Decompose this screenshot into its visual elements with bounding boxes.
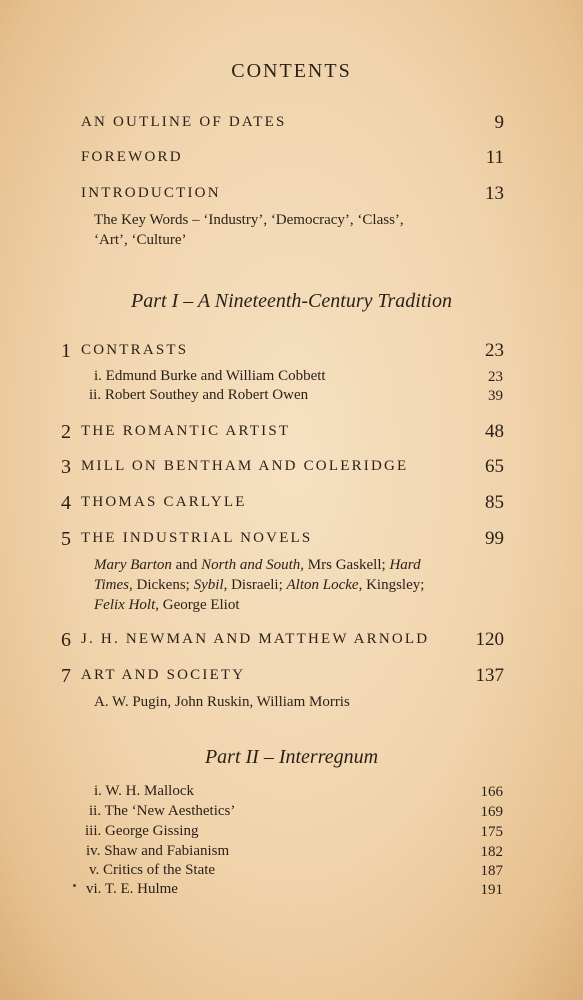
subsection-label[interactable]: i. W. H. Mallock: [94, 783, 194, 799]
novel-title: Hard: [389, 557, 421, 573]
toc-entry[interactable]: [0, 112, 583, 138]
ink-mark: [73, 884, 76, 887]
subsection-label[interactable]: iii. George Gissing: [85, 823, 199, 839]
entry-label: THOMAS CARLYLE: [81, 494, 247, 510]
chapter-number: 1: [61, 340, 71, 362]
toc-entry[interactable]: [0, 456, 583, 482]
entry-page: 137: [475, 665, 504, 686]
subsection-page: 175: [480, 824, 503, 840]
novel-title: North and South: [201, 557, 301, 573]
toc-entry[interactable]: [0, 528, 583, 554]
subsection-label[interactable]: ii. Robert Southey and Robert Owen: [89, 387, 309, 403]
entry-label: CONTRASTS: [81, 342, 189, 358]
toc-entry[interactable]: [0, 340, 583, 366]
novel-title: Felix Holt: [94, 597, 156, 613]
subsection-label[interactable]: ii. The ‘New Aesthetics’: [89, 803, 236, 819]
subsection-page: 187: [480, 863, 503, 879]
chapter-number: 4: [61, 492, 71, 514]
toc-entry[interactable]: [0, 629, 583, 655]
entry-page: 65: [485, 456, 504, 477]
entry-page: 99: [485, 528, 504, 549]
desc-text: , Disraeli;: [223, 577, 287, 593]
chapter5-description: [94, 555, 514, 615]
novel-title: Times: [94, 577, 130, 593]
chapter-number: 5: [61, 528, 71, 550]
subsection-page: 166: [480, 784, 503, 800]
subsection-page: 169: [480, 804, 503, 820]
entry-label: MILL ON BENTHAM AND COLERIDGE: [81, 458, 409, 474]
part-heading: Part I – A Nineteenth-Century Tradition: [131, 290, 452, 312]
chapter-number: 6: [61, 629, 71, 651]
subsection-label[interactable]: iv. Shaw and Fabianism: [86, 843, 230, 859]
novel-title: Alton Locke: [286, 577, 359, 593]
toc-entry[interactable]: [0, 492, 583, 518]
entry-label: ART AND SOCIETY: [81, 667, 246, 683]
entry-page: 13: [485, 183, 504, 204]
entry-page: 120: [475, 629, 504, 650]
subsection-label[interactable]: vi. T. E. Hulme: [86, 881, 178, 897]
desc-text: , Kingsley;: [358, 577, 425, 593]
desc-text: , Mrs Gaskell;: [300, 557, 390, 573]
subsection-page: 23: [488, 369, 503, 385]
desc-text: , Dickens;: [129, 577, 194, 593]
novel-title: Sybil: [193, 577, 224, 593]
toc-entry[interactable]: [0, 147, 583, 173]
entry-label: THE ROMANTIC ARTIST: [81, 423, 291, 439]
toc-entry[interactable]: [0, 665, 583, 691]
chapter-number: 7: [61, 665, 71, 687]
entry-page: 23: [485, 340, 504, 361]
desc-text: , George Eliot: [155, 597, 240, 613]
entry-page: 85: [485, 492, 504, 513]
entry-page: 48: [485, 421, 504, 442]
subsection-page: 191: [480, 882, 503, 898]
subsection-page: 182: [480, 844, 503, 860]
subsection-label[interactable]: v. Critics of the State: [89, 862, 216, 878]
part-heading: Part II – Interregnum: [204, 746, 379, 768]
novel-title: Mary Barton: [94, 557, 172, 573]
entry-label: J. H. NEWMAN AND MATTHEW ARNOLD: [81, 631, 430, 647]
entry-page: 9: [494, 112, 504, 133]
toc-entry[interactable]: [0, 183, 583, 209]
subsection-page: 39: [488, 388, 503, 404]
subsection-label[interactable]: i. Edmund Burke and William Cobbett: [94, 368, 326, 384]
toc-entry[interactable]: [0, 421, 583, 447]
entry-label: AN OUTLINE OF DATES: [81, 114, 287, 130]
desc-line: The Key Words – ‘Industry’, ‘Democracy’, ‘Class’,: [94, 212, 404, 228]
chapter7-description: A. W. Pugin, John Ruskin, William Morris: [94, 694, 350, 710]
entry-label: FOREWORD: [81, 149, 183, 165]
entry-page: 11: [485, 147, 504, 168]
chapter-number: 2: [61, 421, 71, 443]
entry-label: INTRODUCTION: [81, 185, 221, 201]
introduction-description: [94, 210, 514, 250]
desc-line: ‘Art’, ‘Culture’: [94, 232, 187, 248]
desc-text: and: [171, 557, 202, 573]
entry-label: THE INDUSTRIAL NOVELS: [81, 530, 313, 546]
page-title: CONTENTS: [231, 60, 352, 82]
chapter-number: 3: [61, 456, 71, 478]
